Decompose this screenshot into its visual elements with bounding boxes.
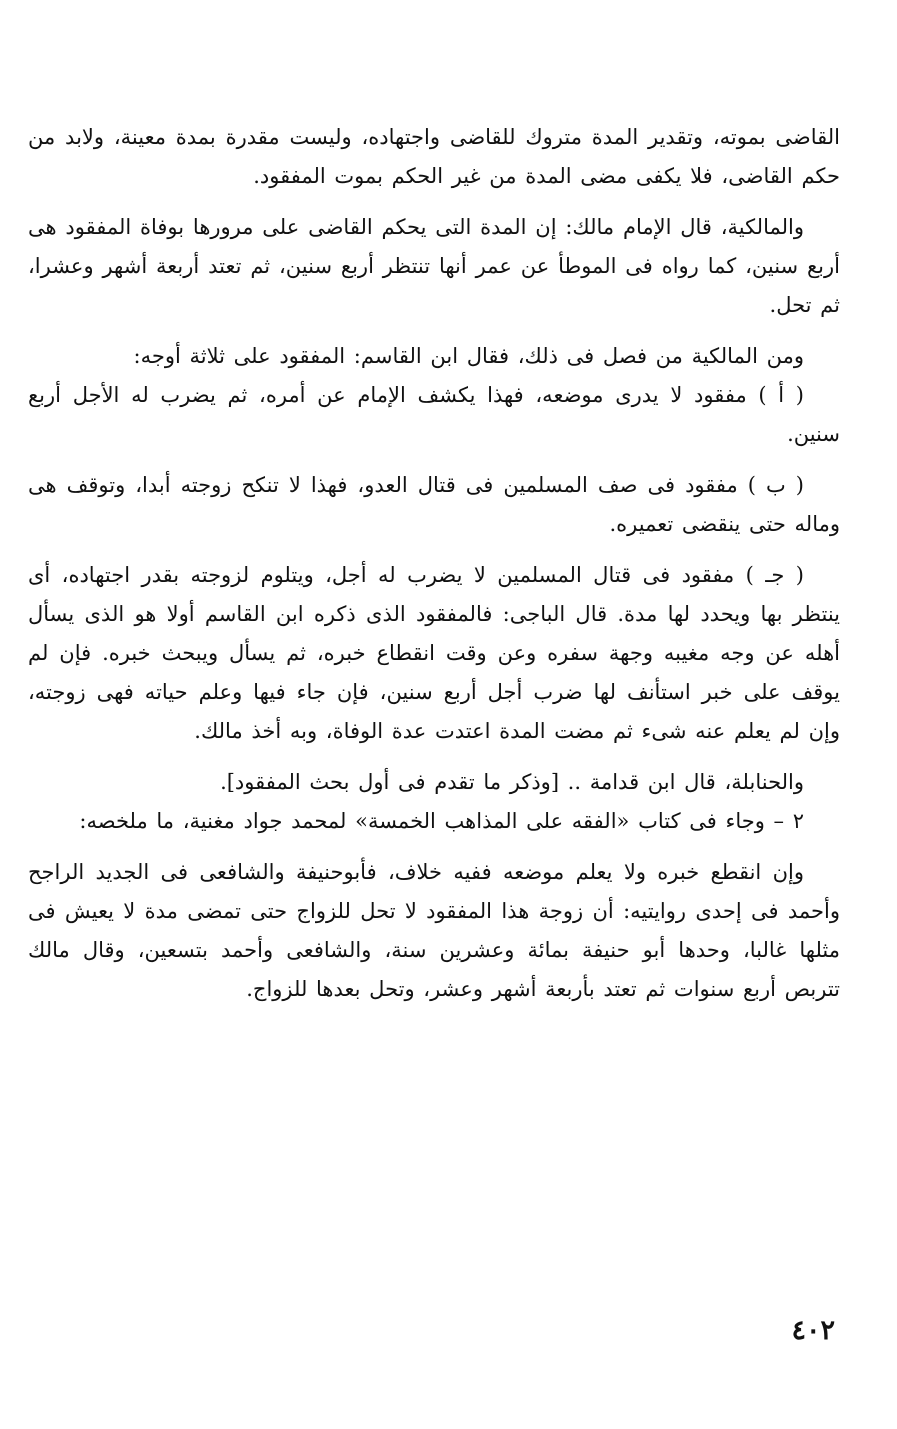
paragraph-3: ومن المالكية من فصل فى ذلك، فقال ابن القاسم: المفقود على ثلاثة أوجه:: [133, 344, 804, 368]
paragraph-6: ( جـ ) مفقود فى قتال المسلمين لا يضرب له أجل، ويتلوم لزوجته بقدر اجتهاده، أى ينتظر بها ويحدد لها مدة. قال الباجى: فالمفقود الذى ذكره ابن القاسم أولا هو الذى يسأل أهله عن وجه مغيبه وجهة سفره وعن وقت انقطاع خبره، ثم يسأل ويبحث خبره. فإن لم يوقف على خبر استأنف لها ضرب أجل أربع سنين، فإن جاء فيها وعلم حياته فهى زوجته، وإن لم يعلم عنه شىء ثم مضت المدة اعتدت عدة الوفاة، وبه أخذ مالك.: [28, 563, 840, 743]
paragraph-5: ( ب ) مفقود فى صف المسلمين فى قتال العدو، فهذا لا تنكح زوجته أبدا، وتوقف هى وماله حتى ينقضى تعميره.: [28, 473, 840, 536]
page-number: ٤٠٢: [791, 1315, 835, 1346]
paragraph-4: ( أ ) مفقود لا يدرى موضعه، فهذا يكشف الإمام عن أمره، ثم يضرب له الأجل أربع سنين.: [28, 383, 840, 446]
paragraph-8: ٢ – وجاء فى كتاب «الفقه على المذاهب الخمسة» لمحمد جواد مغنية، ما ملخصه:: [79, 809, 804, 833]
paragraph-2: والمالكية، قال الإمام مالك: إن المدة التى يحكم القاضى على مرورها بوفاة المفقود هى أربع سنين، كما رواه فى الموطأ عن عمر أنها تنتظر أربع سنين، ثم تعتد أربعة أشهر وعشرا، ثم تحل.: [28, 215, 840, 317]
paragraph-7: والحنابلة، قال ابن قدامة .. [وذكر ما تقدم فى أول بحث المفقود].: [220, 770, 804, 794]
paragraph-9: وإن انقطع خبره ولا يعلم موضعه ففيه خلاف، فأبوحنيفة والشافعى فى الجديد الراجح وأحمد فى إحدى روايتيه: أن زوجة هذا المفقود لا تحل للزواج حتى تمضى مدة لا يعيش فى مثلها غالبا، وحدها أبو حنيفة بمائة وعشرين سنة، والشافعى وأحمد بتسعين، وقال مالك تتربص أربع سنوات ثم تعتد بأربعة أشهر وعشر، وتحل بعدها للزواج.: [28, 860, 840, 1001]
page-body-text: [28, 118, 840, 1009]
paragraph-1: القاضى بموته، وتقدير المدة متروك للقاضى واجتهاده، وليست مقدرة بمدة معينة، ولابد من حكم القاضى، فلا يكفى مضى المدة من غير الحكم بموت المفقود.: [28, 125, 840, 188]
